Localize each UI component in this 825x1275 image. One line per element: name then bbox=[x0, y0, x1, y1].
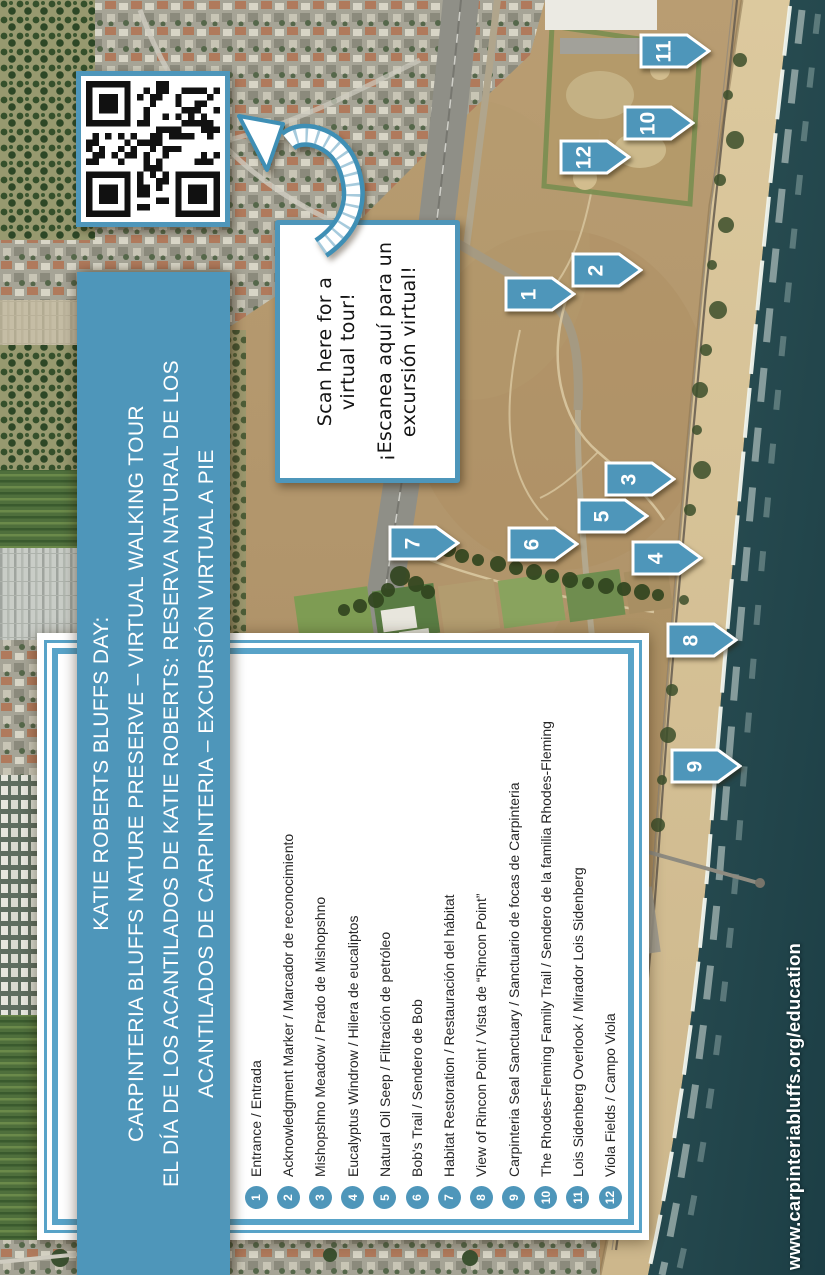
legend-item-label: Habitat Restoration / Restauración del hábitat bbox=[441, 894, 458, 1177]
legend-item-number-badge: 4 bbox=[341, 1186, 364, 1209]
legend-item-number-badge: 2 bbox=[277, 1186, 300, 1209]
marker-number: 10 bbox=[636, 111, 660, 136]
map-marker-2 bbox=[571, 252, 643, 288]
map-marker-4 bbox=[631, 540, 703, 576]
legend-list bbox=[37, 633, 649, 1240]
scan-text-spanish: ¡Escanea aquí para un excursión virtual! bbox=[374, 241, 420, 462]
legend-item-number-badge: 8 bbox=[470, 1186, 493, 1209]
legend-item-number-badge: 3 bbox=[309, 1186, 332, 1209]
title-line-1: KATIE ROBERTS BLUFFS DAY: bbox=[89, 616, 113, 931]
legend-item-number-badge: 12 bbox=[599, 1186, 622, 1209]
title-line-3: EL DÍA DE LOS ACANTILADOS DE KATIE ROBERTS: RESERVA NATURAL DE LOS bbox=[159, 360, 183, 1187]
legend-item-label: View of Rincon Point / Vista de “Rincon Point” bbox=[473, 893, 490, 1177]
legend-item-number-badge: 1 bbox=[245, 1186, 268, 1209]
map-marker-7 bbox=[388, 525, 460, 561]
legend-item-number-badge: 10 bbox=[534, 1186, 557, 1209]
map-marker-6 bbox=[507, 526, 579, 562]
legend-item bbox=[337, 633, 369, 1209]
marker-number: 12 bbox=[572, 145, 596, 170]
marker-number: 3 bbox=[617, 473, 641, 486]
legend-item bbox=[369, 633, 401, 1209]
legend-item-label: Entrance / Entrada bbox=[248, 1060, 265, 1177]
legend-item bbox=[401, 633, 433, 1209]
legend-item bbox=[272, 633, 304, 1209]
title-line-2: CARPINTERIA BLUFFS NATURE PRESERVE – VIRTUAL WALKING TOUR bbox=[124, 405, 148, 1142]
map-marker-12 bbox=[559, 139, 631, 175]
legend-item-number-badge: 5 bbox=[373, 1186, 396, 1209]
map-marker-3 bbox=[604, 461, 676, 497]
legend-item-label: Natural Oil Seep / Filtración de petróleo bbox=[376, 931, 393, 1177]
legend-item bbox=[240, 633, 272, 1209]
scan-callout-text bbox=[275, 220, 460, 483]
map-marker-9 bbox=[670, 748, 742, 784]
legend-item bbox=[530, 633, 562, 1209]
legend-item bbox=[304, 633, 336, 1209]
marker-number: 11 bbox=[652, 40, 676, 63]
map-marker-1 bbox=[504, 276, 576, 312]
qr-code-pattern bbox=[86, 81, 220, 217]
legend-item-number-badge: 6 bbox=[406, 1186, 429, 1209]
legend-item-label: Lois Sidenberg Overlook / Mirador Lois Sidenberg bbox=[569, 867, 586, 1177]
marker-number: 7 bbox=[401, 537, 425, 550]
legend-item-label: Viola Fields / Campo Viola bbox=[602, 1013, 619, 1177]
legend-item-number-badge: 9 bbox=[502, 1186, 525, 1209]
legend-item bbox=[594, 633, 626, 1209]
marker-number: 2 bbox=[584, 264, 608, 277]
marker-number: 9 bbox=[683, 760, 707, 773]
legend-item-label: The Rhodes-Fleming Family Trail / Sendero de la familia Rhodes-Fleming bbox=[537, 721, 554, 1177]
qr-code[interactable] bbox=[76, 71, 230, 227]
map-marker-10 bbox=[623, 105, 695, 141]
legend-item bbox=[562, 633, 594, 1209]
legend-item-number-badge: 11 bbox=[566, 1186, 589, 1209]
legend-item-label: Carpinteria Seal Sanctuary / Sanctuario de focas de Carpinteria bbox=[505, 782, 522, 1177]
scan-text-english: Scan here for a virtual tour! bbox=[313, 276, 360, 427]
title-line-4: ACANTILADOS DE CARPINTERIA – EXCURSIÓN VIRTUAL A PIE bbox=[194, 449, 218, 1098]
legend-item-label: Mishopshno Meadow / Prado de Mishopshno bbox=[312, 896, 329, 1177]
marker-number: 8 bbox=[679, 634, 703, 647]
map-marker-5 bbox=[577, 498, 649, 534]
legend-item bbox=[465, 633, 497, 1209]
legend-item-number-badge: 7 bbox=[438, 1186, 461, 1209]
marker-number: 1 bbox=[517, 288, 541, 301]
marker-number: 6 bbox=[520, 538, 544, 551]
legend-item-label: Bob's Trail / Sendero de Bob bbox=[409, 999, 426, 1177]
legend-item bbox=[433, 633, 465, 1209]
website-url-link[interactable]: www.carpinteriabluffs.org/education bbox=[783, 942, 804, 1270]
legend-item bbox=[498, 633, 530, 1209]
map-marker-11 bbox=[639, 33, 711, 69]
marker-number: 4 bbox=[644, 552, 668, 565]
marker-number: 5 bbox=[590, 510, 614, 523]
legend-item-label: Acknowledgment Marker / Marcador de reconocimiento bbox=[280, 833, 297, 1177]
map-marker-8 bbox=[666, 622, 738, 658]
legend-item-label: Eucalyptus Windrow / Hilera de eucaliptos bbox=[344, 915, 361, 1177]
